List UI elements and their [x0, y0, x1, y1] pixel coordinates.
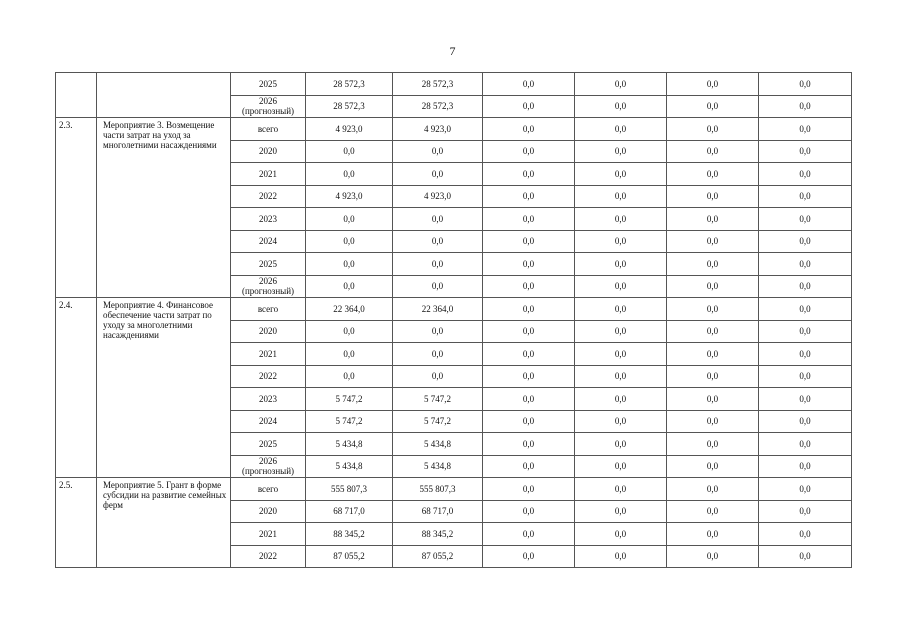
- value-cell: 0,0: [575, 118, 667, 141]
- year-cell: 2020: [231, 320, 306, 343]
- value-cell: 0,0: [483, 163, 575, 186]
- value-cell: 0,0: [759, 320, 852, 343]
- value-cell: 0,0: [575, 343, 667, 366]
- value-cell: 0,0: [667, 253, 759, 276]
- value-cell: 0,0: [483, 298, 575, 321]
- item-number-cell: 2.3.: [56, 118, 97, 298]
- value-cell: 88 345,2: [393, 523, 483, 546]
- value-cell: 0,0: [393, 140, 483, 163]
- value-cell: 0,0: [393, 343, 483, 366]
- value-cell: 0,0: [306, 320, 393, 343]
- value-cell: 0,0: [483, 523, 575, 546]
- value-cell: 0,0: [483, 455, 575, 478]
- value-cell: 0,0: [483, 500, 575, 523]
- value-cell: 0,0: [483, 320, 575, 343]
- value-cell: 0,0: [667, 140, 759, 163]
- year-cell: всего: [231, 298, 306, 321]
- value-cell: 0,0: [306, 140, 393, 163]
- value-cell: 0,0: [483, 433, 575, 456]
- value-cell: 0,0: [483, 208, 575, 231]
- value-cell: 555 807,3: [393, 478, 483, 501]
- value-cell: 0,0: [667, 275, 759, 298]
- value-cell: 555 807,3: [306, 478, 393, 501]
- value-cell: 0,0: [759, 388, 852, 411]
- value-cell: 0,0: [483, 230, 575, 253]
- value-cell: 0,0: [575, 185, 667, 208]
- value-cell: 0,0: [393, 320, 483, 343]
- year-cell: 2021: [231, 163, 306, 186]
- value-cell: 0,0: [575, 545, 667, 568]
- value-cell: 0,0: [759, 500, 852, 523]
- value-cell: 0,0: [575, 320, 667, 343]
- year-cell: 2024: [231, 230, 306, 253]
- value-cell: 0,0: [667, 433, 759, 456]
- year-cell: 2024: [231, 410, 306, 433]
- value-cell: 0,0: [759, 275, 852, 298]
- value-cell: 0,0: [306, 208, 393, 231]
- value-cell: 0,0: [759, 545, 852, 568]
- value-cell: 0,0: [483, 118, 575, 141]
- value-cell: 4 923,0: [393, 185, 483, 208]
- value-cell: 0,0: [667, 208, 759, 231]
- value-cell: 0,0: [575, 95, 667, 118]
- value-cell: 0,0: [483, 388, 575, 411]
- value-cell: 5 434,8: [306, 455, 393, 478]
- value-cell: 0,0: [667, 523, 759, 546]
- value-cell: 5 434,8: [393, 455, 483, 478]
- year-cell: 2020: [231, 500, 306, 523]
- value-cell: 0,0: [759, 410, 852, 433]
- value-cell: 22 364,0: [306, 298, 393, 321]
- value-cell: 5 747,2: [393, 388, 483, 411]
- value-cell: 0,0: [575, 163, 667, 186]
- page-number: 7: [449, 44, 456, 58]
- value-cell: 0,0: [667, 410, 759, 433]
- value-cell: 0,0: [306, 230, 393, 253]
- value-cell: 0,0: [575, 455, 667, 478]
- year-cell: 2026 (прогнозный): [231, 455, 306, 478]
- item-name-cell: Мероприятие 5. Грант в форме субсидии на развитие семейных ферм: [97, 478, 231, 568]
- value-cell: 0,0: [575, 433, 667, 456]
- value-cell: 0,0: [483, 185, 575, 208]
- value-cell: 0,0: [393, 253, 483, 276]
- year-cell: 2022: [231, 545, 306, 568]
- value-cell: 0,0: [575, 275, 667, 298]
- value-cell: 0,0: [306, 163, 393, 186]
- value-cell: 0,0: [483, 253, 575, 276]
- value-cell: 0,0: [667, 95, 759, 118]
- value-cell: 0,0: [483, 275, 575, 298]
- value-cell: 0,0: [575, 410, 667, 433]
- value-cell: 28 572,3: [306, 73, 393, 96]
- value-cell: 0,0: [759, 73, 852, 96]
- value-cell: 28 572,3: [306, 95, 393, 118]
- year-cell: всего: [231, 118, 306, 141]
- value-cell: 0,0: [393, 365, 483, 388]
- value-cell: 0,0: [483, 73, 575, 96]
- value-cell: 0,0: [575, 208, 667, 231]
- table-row: [56, 73, 852, 96]
- value-cell: 0,0: [575, 230, 667, 253]
- value-cell: 0,0: [759, 343, 852, 366]
- value-cell: 0,0: [575, 298, 667, 321]
- value-cell: 0,0: [483, 95, 575, 118]
- value-cell: 0,0: [759, 365, 852, 388]
- value-cell: 0,0: [575, 253, 667, 276]
- value-cell: 0,0: [759, 523, 852, 546]
- value-cell: 0,0: [575, 500, 667, 523]
- value-cell: 0,0: [667, 500, 759, 523]
- value-cell: 0,0: [306, 343, 393, 366]
- value-cell: 0,0: [759, 185, 852, 208]
- year-cell: 2020: [231, 140, 306, 163]
- item-name-cell: Мероприятие 3. Возмещение части затрат на уход за многолетними насаждениями: [97, 118, 231, 298]
- year-cell: 2021: [231, 343, 306, 366]
- value-cell: 0,0: [759, 433, 852, 456]
- value-cell: 5 747,2: [306, 388, 393, 411]
- year-cell: 2023: [231, 208, 306, 231]
- value-cell: 0,0: [483, 478, 575, 501]
- value-cell: 88 345,2: [306, 523, 393, 546]
- value-cell: 0,0: [667, 73, 759, 96]
- value-cell: 4 923,0: [306, 118, 393, 141]
- table-row: [56, 298, 852, 321]
- value-cell: 0,0: [667, 320, 759, 343]
- value-cell: 68 717,0: [306, 500, 393, 523]
- value-cell: 0,0: [306, 365, 393, 388]
- value-cell: 4 923,0: [306, 185, 393, 208]
- value-cell: 5 434,8: [306, 433, 393, 456]
- value-cell: 0,0: [759, 95, 852, 118]
- value-cell: 0,0: [393, 275, 483, 298]
- value-cell: 0,0: [393, 163, 483, 186]
- value-cell: 0,0: [667, 478, 759, 501]
- value-cell: 0,0: [483, 410, 575, 433]
- value-cell: 4 923,0: [393, 118, 483, 141]
- value-cell: 0,0: [393, 230, 483, 253]
- table-row: [56, 118, 852, 141]
- value-cell: 0,0: [667, 185, 759, 208]
- value-cell: 0,0: [667, 118, 759, 141]
- item-number-cell: [56, 73, 97, 118]
- value-cell: 5 434,8: [393, 433, 483, 456]
- value-cell: 0,0: [759, 208, 852, 231]
- value-cell: 0,0: [759, 298, 852, 321]
- year-cell: 2025: [231, 433, 306, 456]
- item-name-cell: [97, 73, 231, 118]
- year-cell: 2022: [231, 365, 306, 388]
- value-cell: 5 747,2: [393, 410, 483, 433]
- value-cell: 0,0: [483, 140, 575, 163]
- item-name-cell: Мероприятие 4. Финансовое обеспечение части затрат по уходу за многолетними насаждениями: [97, 298, 231, 478]
- value-cell: 0,0: [306, 253, 393, 276]
- value-cell: 0,0: [759, 478, 852, 501]
- value-cell: 0,0: [759, 253, 852, 276]
- budget-table: [55, 72, 852, 568]
- year-cell: всего: [231, 478, 306, 501]
- value-cell: 0,0: [306, 275, 393, 298]
- value-cell: 68 717,0: [393, 500, 483, 523]
- year-cell: 2023: [231, 388, 306, 411]
- value-cell: 0,0: [483, 343, 575, 366]
- item-number-cell: 2.4.: [56, 298, 97, 478]
- value-cell: 87 055,2: [393, 545, 483, 568]
- year-cell: 2022: [231, 185, 306, 208]
- value-cell: 0,0: [759, 230, 852, 253]
- value-cell: 0,0: [575, 478, 667, 501]
- year-cell: 2025: [231, 253, 306, 276]
- value-cell: 0,0: [575, 140, 667, 163]
- value-cell: 0,0: [393, 208, 483, 231]
- year-cell: 2026 (прогнозный): [231, 95, 306, 118]
- value-cell: 0,0: [575, 365, 667, 388]
- value-cell: 0,0: [575, 73, 667, 96]
- table-body: [56, 73, 852, 568]
- value-cell: 87 055,2: [306, 545, 393, 568]
- year-cell: 2025: [231, 73, 306, 96]
- value-cell: 0,0: [667, 298, 759, 321]
- value-cell: 0,0: [667, 388, 759, 411]
- value-cell: 0,0: [575, 388, 667, 411]
- value-cell: 0,0: [759, 163, 852, 186]
- value-cell: 28 572,3: [393, 73, 483, 96]
- value-cell: 0,0: [759, 455, 852, 478]
- value-cell: 0,0: [667, 163, 759, 186]
- value-cell: 0,0: [667, 343, 759, 366]
- value-cell: 0,0: [667, 545, 759, 568]
- value-cell: 0,0: [575, 523, 667, 546]
- value-cell: 0,0: [667, 365, 759, 388]
- value-cell: 0,0: [483, 545, 575, 568]
- year-cell: 2026 (прогнозный): [231, 275, 306, 298]
- value-cell: 0,0: [667, 230, 759, 253]
- value-cell: 0,0: [759, 118, 852, 141]
- value-cell: 28 572,3: [393, 95, 483, 118]
- item-number-cell: 2.5.: [56, 478, 97, 568]
- value-cell: 0,0: [759, 140, 852, 163]
- value-cell: 0,0: [667, 455, 759, 478]
- value-cell: 22 364,0: [393, 298, 483, 321]
- value-cell: 0,0: [483, 365, 575, 388]
- year-cell: 2021: [231, 523, 306, 546]
- table-row: [56, 478, 852, 501]
- value-cell: 5 747,2: [306, 410, 393, 433]
